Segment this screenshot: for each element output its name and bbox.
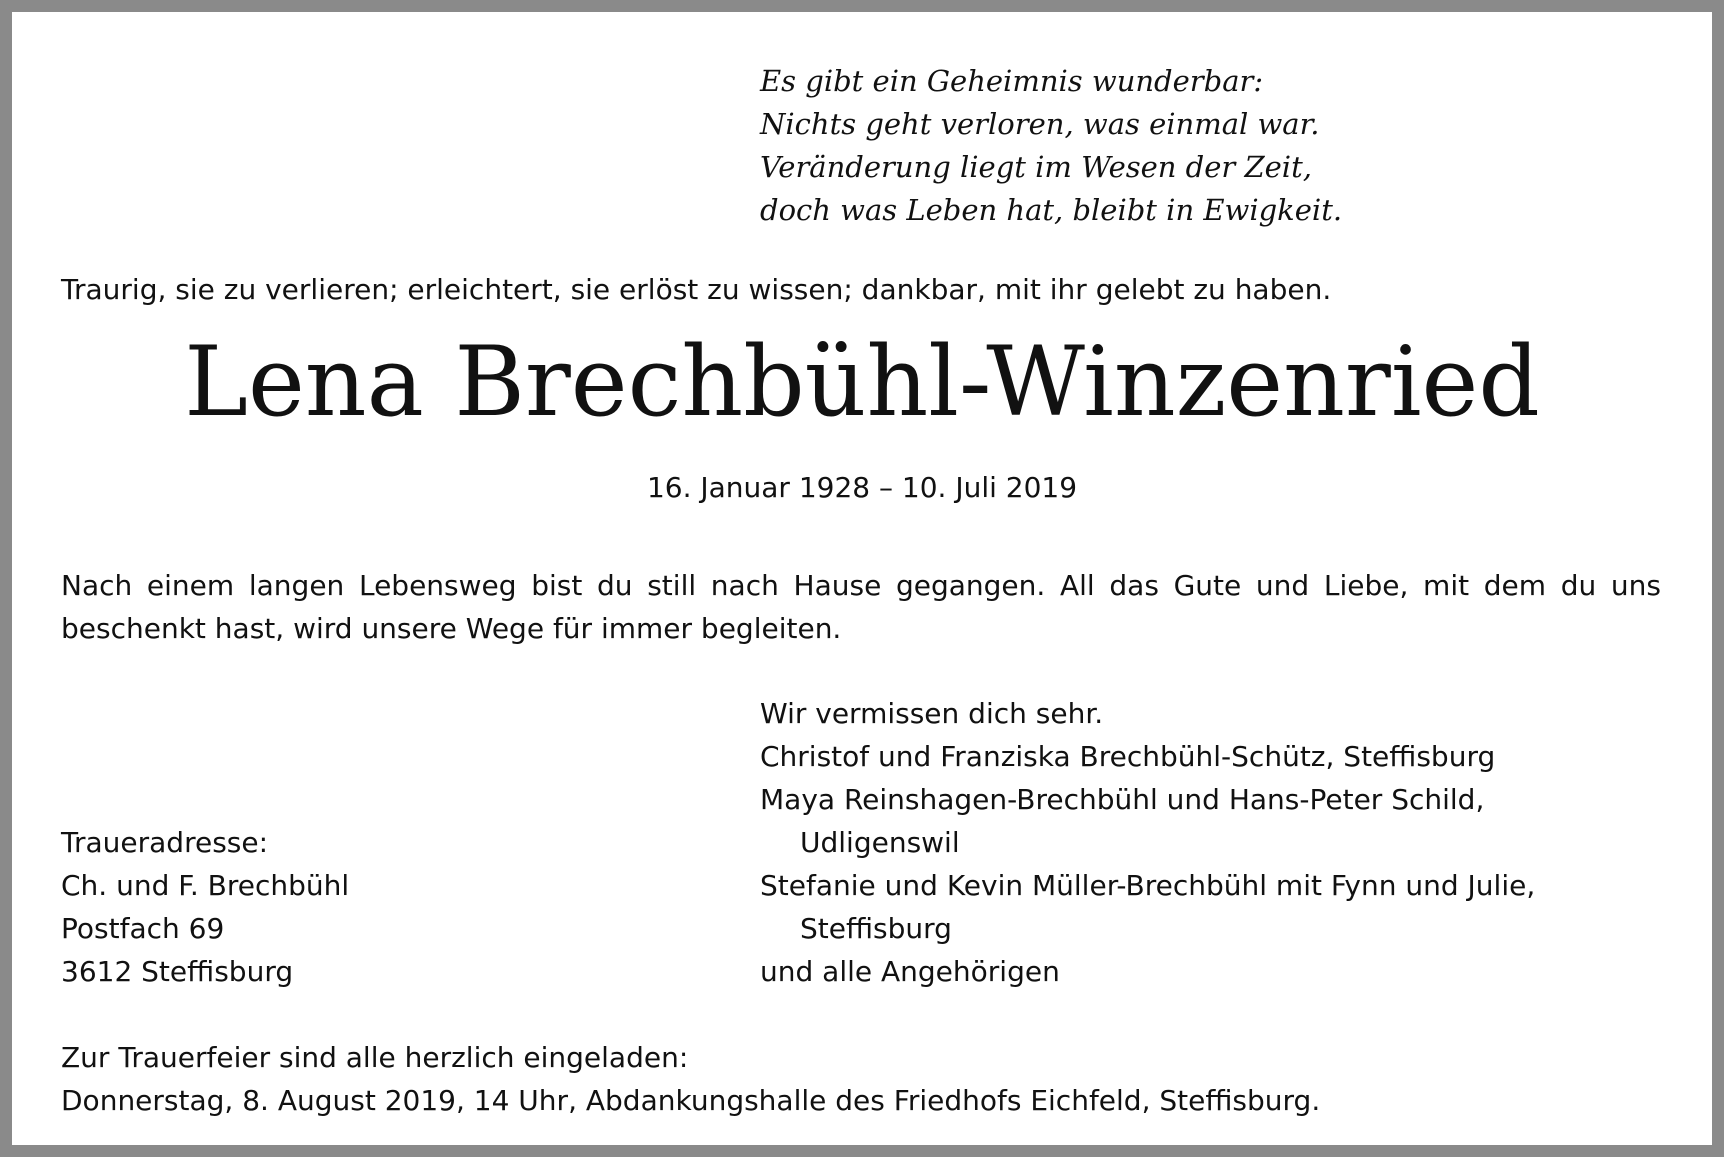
farewell-message: Nach einem langen Lebensweg bist du still nach Hause gegangen. All das Gute und Liebe, mit dem du uns beschenkt hast, wird unsere Wege für immer begleiten. [61, 569, 1661, 645]
mourners-line: Stefanie und Kevin Müller-Brechbühl mit Fynn und Julie, [760, 869, 1536, 902]
funeral-invitation: Zur Trauerfeier sind alle herzlich eingeladen: [61, 1041, 689, 1074]
mourners-list [760, 692, 1535, 993]
address-line: Ch. und F. Brechbühl [61, 869, 350, 902]
poem-line: Es gibt ein Geheimnis wunderbar: [760, 64, 1264, 98]
address-line: Postfach 69 [61, 912, 225, 945]
poem [760, 60, 1342, 232]
life-dates: 16. Januar 1928 – 10. Juli 2019 [646, 471, 1078, 504]
funeral-info [61, 1036, 1320, 1122]
address-label: Traueradresse: [61, 826, 269, 859]
mourners-line: und alle Angehörigen [760, 955, 1060, 988]
mourners-line: Christof und Franziska Brechbühl-Schütz, Steffisburg [760, 740, 1496, 773]
deceased-name: Lena Brechbühl-Winzenried [184, 326, 1540, 438]
poem-line: Nichts geht verloren, was einmal war. [760, 107, 1320, 141]
poem-line: Veränderung liegt im Wesen der Zeit, [760, 150, 1312, 184]
funeral-details: Donnerstag, 8. August 2019, 14 Uhr, Abdankungshalle des Friedhofs Eichfeld, Steffisburg. [61, 1084, 1321, 1117]
mourners-line: Wir vermissen dich sehr. [760, 697, 1104, 730]
intro-text: Traurig, sie zu verlieren; erleichtert, sie erlöst zu wissen; dankbar, mit ihr gelebt zu haben. [61, 273, 1332, 306]
mourners-line: Maya Reinshagen-Brechbühl und Hans-Peter Schild, [760, 783, 1485, 816]
mourning-address [61, 821, 349, 993]
poem-line: doch was Leben hat, bleibt in Ewigkeit. [760, 193, 1343, 227]
obituary-notice [12, 12, 1712, 1145]
address-line: 3612 Steffisburg [61, 955, 294, 988]
mourners-line: Steffisburg [800, 912, 952, 945]
mourners-line: Udligenswil [800, 826, 960, 859]
